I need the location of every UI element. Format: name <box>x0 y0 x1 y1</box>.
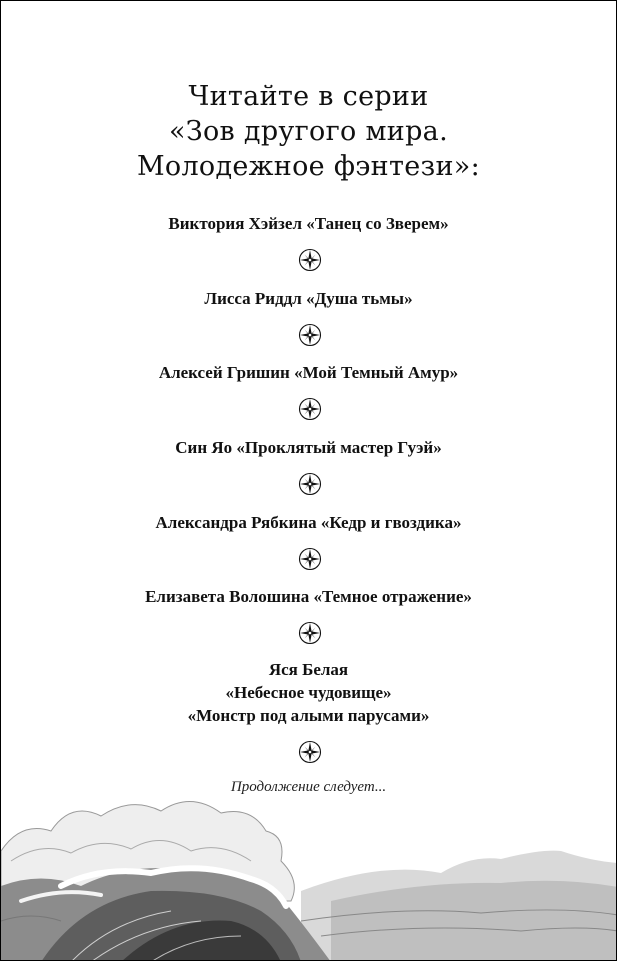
compass-rose-icon <box>298 547 322 571</box>
book-entry: Син Яо «Проклятый мастер Гуэй» <box>175 438 442 457</box>
book-entry-title: «Монстр под алыми парусами» <box>187 706 430 725</box>
book-entry: Виктория Хэйзел «Танец со Зверем» <box>168 214 449 233</box>
compass-rose-icon <box>298 323 322 347</box>
book-entry: Елизавета Волошина «Темное отражение» <box>145 587 472 606</box>
compass-rose-icon <box>298 472 322 496</box>
series-heading <box>1 79 616 184</box>
heading-line-2: «Зов другого мира. <box>169 116 448 147</box>
compass-rose-icon <box>298 740 322 764</box>
sea-waves-illustration <box>1 791 617 961</box>
book-entry: Алексей Гришин «Мой Темный Амур» <box>158 363 459 382</box>
book-entry: Александра Рябкина «Кедр и гвоздика» <box>155 513 462 532</box>
compass-rose-icon <box>298 621 322 645</box>
compass-rose-icon <box>298 248 322 272</box>
heading-line-1: Читайте в серии <box>188 81 429 112</box>
heading-line-3: Молодежное фэнтези»: <box>136 151 481 182</box>
book-entry-title: «Небесное чудовище» <box>225 683 392 702</box>
book-entry: Лисса Риддл «Душа тьмы» <box>204 289 413 308</box>
book-entry-author: Яся Белая <box>268 660 349 679</box>
continuation-note: Продолжение следует... <box>230 779 387 795</box>
compass-rose-icon <box>298 397 322 421</box>
